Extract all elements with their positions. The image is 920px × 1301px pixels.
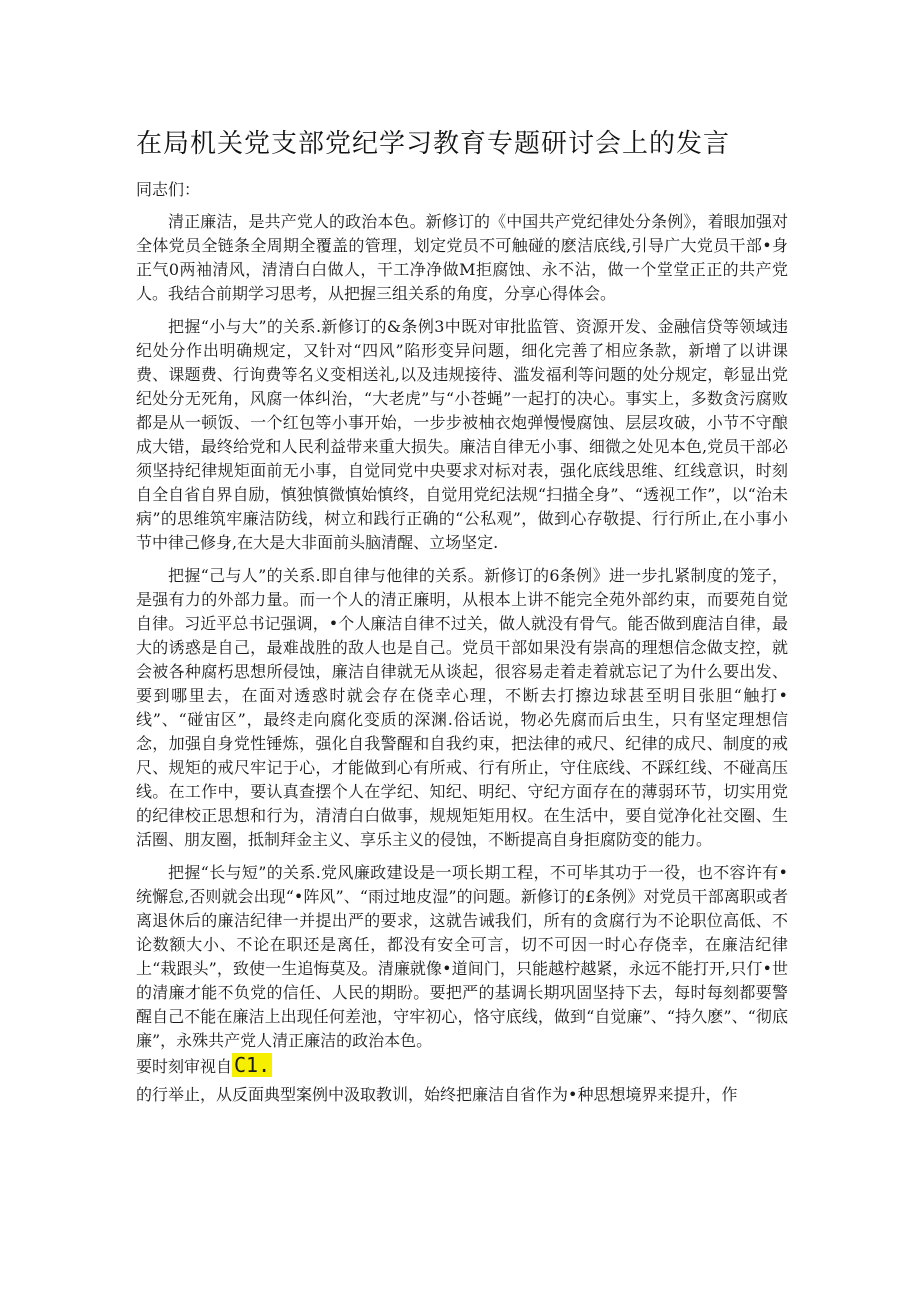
document-body [136, 178, 788, 1107]
paragraph-long-and-short: 把握“长与短”的关系.党风廉政建设是一项长期工程，不可毕其功于一役，也不容许有•统懈怠,否则就会出现“•阵风”、“雨过地皮湿”的问题。新修订的£条例》对党员干部离职或者离退休后的廉洁纪律一并提出严的要求，这就告诫我们，所有的贪腐行为不论职位高低、不论数额大小、不论在职还是离任，都没有安全可言，切不可因一时心存侥幸，在廉洁纪律上“栽跟头”，致使一生追悔莫及。清廉就像•道间门，只能越柠越紧，永远不能打开,只仃•世的清廉才能不负党的信任、人民的期盼。要把严的基调长期巩固坚持下去，每时每刻都要警醒自己不能在廉洁上出现任何差池，守牢初心，恪守底线，做到“自觉廉”、“持久麽”、“彻底廉”，永殊共产党人清正廉洁的政治本色。 [136, 863, 788, 1050]
tail-line [136, 1053, 788, 1079]
tail-text: 要时刻审视自 [136, 1057, 233, 1076]
paragraph-intro: 清正廉洁，是共产党人的政治本色。新修订的《中国共产党纪律处分条例》，着眼加强对全体党员全链条全周期全覆盖的管理，划定党员不可触碰的麽洁底线,引导广大党员干部•身正气0两袖清风，清清白白做人，干工净净做M拒腐蚀、永不沾，做一个堂堂正正的共产党人。我结合前期学习思考，从把握三组关系的角度，分享心得体会。 [136, 212, 788, 303]
last-line: 的行举止，从反面典型案例中汲取教训，始终把廉洁自省作为•种思想境界来提升，作 [136, 1085, 738, 1104]
salutation: 同志们： [136, 180, 201, 199]
highlighted-fragment: C1. [234, 1053, 271, 1077]
paragraph-small-and-large: 把握“小与大”的关系.新修订的&条例3中既对审批监管、资源开发、金融信贷等领域违纪处分作出明确规定，又针对“四风”陷形变异问题，细化完善了相应条款，新增了以讲课费、课题费、行询费等名义变相送礼,以及违规接待、滥发福利等问题的处分规定，彰显出党纪处分无死角，风腐一体纠治，“大老虎”与“小苍蝇”一起打的决心。事实上，多数贪污腐败都是从一顿饭、一个红包等小事开始，一步步被柚衣炮弹慢慢腐蚀、层层攻破，小节不守酿成大错，最终给党和人民利益带来重大损失。廉洁自律无小事、细微之处见本色,党员干部必须坚持纪律规矩面前无小事，自觉同党中央要求对标对表，强化底线思维、红线意识，时刻自全自省自界自励，慎独慎微慎始慎终，自觉用党纪法规“扫描全身”、“透视工作”，以“治未病”的思维筑牢廉洁防线，树立和践行正确的“公私观”，做到心存敬提、行行所止,在小事小节中律己修身,在大是大非面前头脑清醒、立场坚定. [136, 317, 788, 552]
document-title: 在局机关党支部党纪学习教育专题研讨会上的发言 [136, 129, 731, 159]
paragraph-self-and-others: 把握“己与人”的关系.即自律与他律的关系。新修订的6条例》进一步扎紧制度的笼子，是强有力的外部力量。而一个人的清正廉明，从根本上讲不能完全苑外部约束，而要苑自觉自律。习近平总书记强调，•个人廉洁自律不过关，做人就没有骨气。能否做到鹿洁自律，最大的诱惑是自己，最难战胜的敌人也是自己。党员干部如果没有崇高的理想信念做支控，就会被各种腐朽思想所侵蚀，廉洁自律就无从谈起，很容易走着走着就忘记了为什么要出发、要到哪里去，在面对透惑时就会存在侥幸心理，不断去打擦边球甚至明目张胆“触打•线”、“碰宙区”，最终走向腐化变质的深渊.俗话说，物必先腐而后虫生，只有坚定理想信念，加强自身党性锤炼，强化自我警醒和自我约束，把法律的戒尺、纪律的成尺、制度的戒尺、规矩的戒尺牢记于心，才能做到心有所戒、行有所止，守住底线、不踩红线、不碰高压线。在工作中，要认真查摆个人在学纪、知纪、明纪、守纪方面存在的薄弱环节，切实用党的纪律校正思想和行为，清清白白做事，规规矩矩用权。在生活中，要自觉净化社交圈、生活圈、朋友圈，抵制拜金主义、享乐主义的侵蚀，不断提高自身拒腐防变的能力。 [136, 566, 788, 849]
